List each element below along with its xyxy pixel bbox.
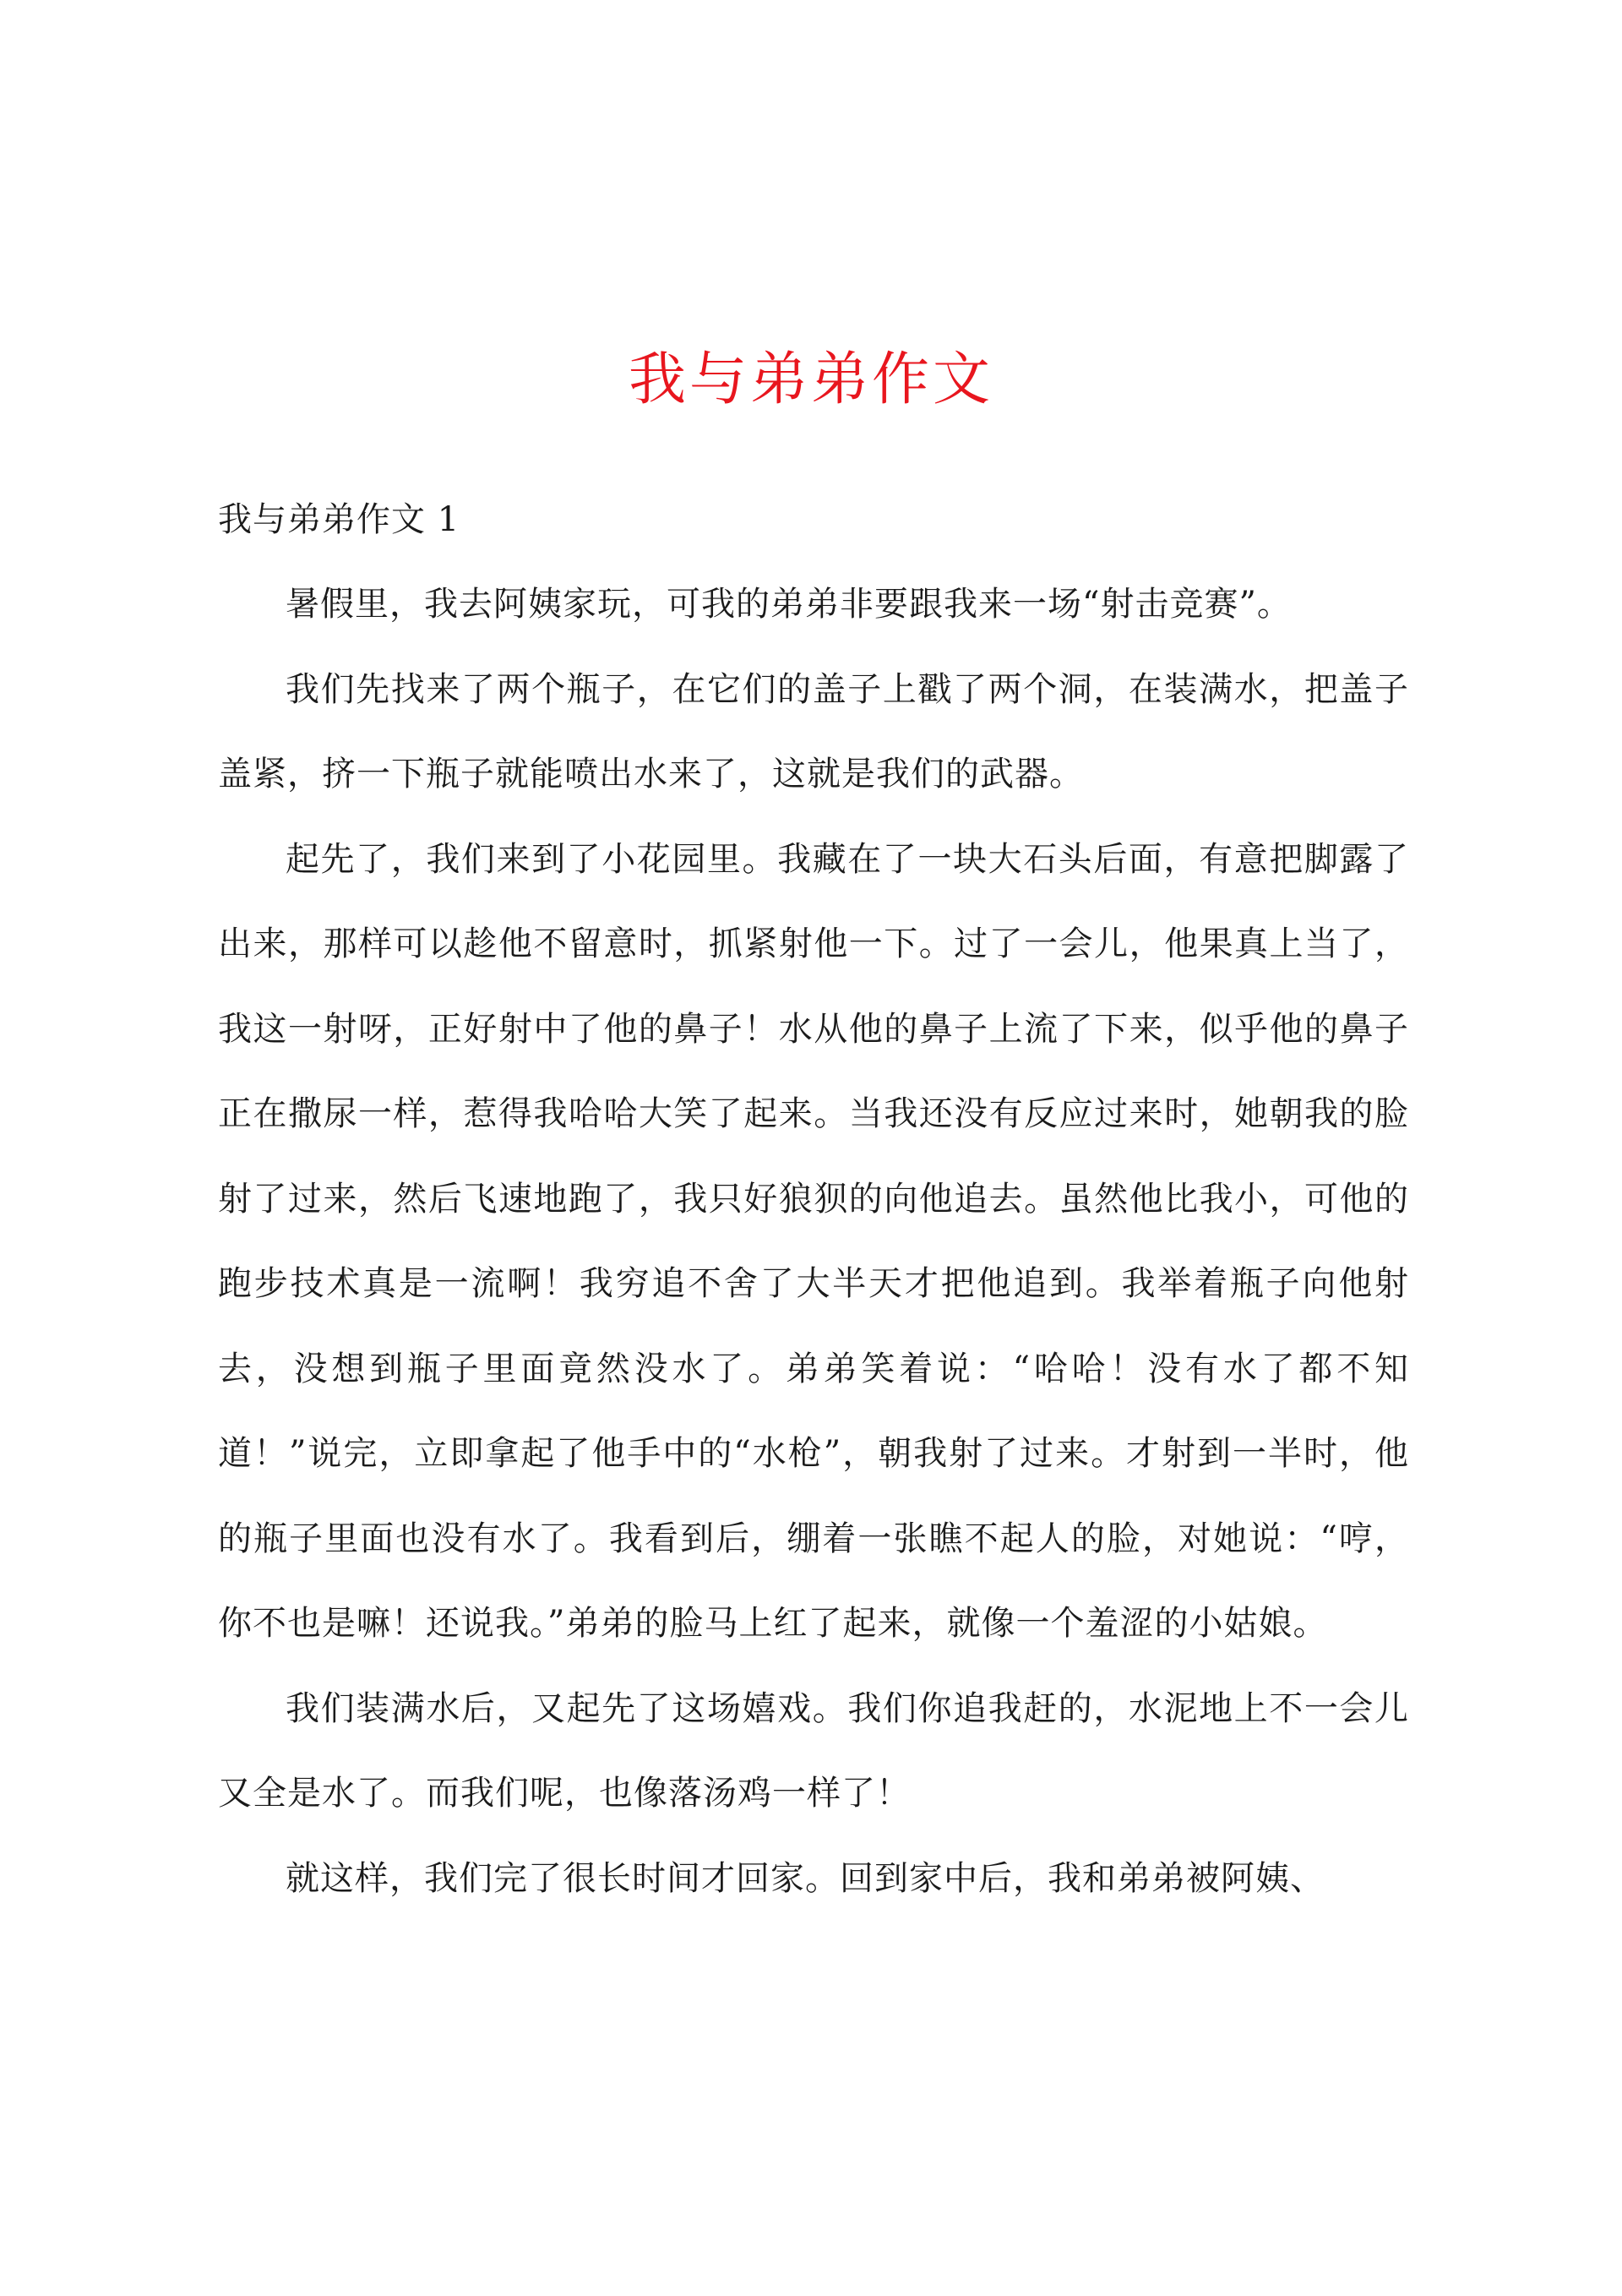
paragraph-3: 起先了，我们来到了小花园里。我藏在了一块大石头后面，有意把脚露了出来，那样可以趁他不留意时，抓紧射他一下。过了一会儿，他果真上当了，我这一射呀，正好射中了他的鼻子！水从他的鼻子上流了下来，似乎他的鼻子正在撒尿一样，惹得我哈哈大笑了起来。当我还没有反应过来时，她朝我的脸射了过来，然后飞速地跑了，我只好狼狈的向他追去。虽然他比我小，可他的跑步技术真是一流啊！我穷追不舍了大半天才把他追到。我举着瓶子向他射去，没想到瓶子里面竟然没水了。弟弟笑着说：“哈哈！没有水了都不知道！”说完，立即拿起了他手中的“水枪”，朝我射了过来。才射到一半时，他的瓶子里面也没有水了。我看到后，绷着一张瞧不起人的脸，对她说：“哼，你不也是嘛！还说我。”弟弟的脸马上红了起来，就像一个羞涩的小姑娘。	[218, 839, 1409, 1643]
section-heading: 我与弟弟作文 1	[218, 500, 460, 539]
document-title: 我与弟弟作文	[628, 346, 993, 413]
paragraph-2: 我们先找来了两个瓶子，在它们的盖子上戳了两个洞，在装满水，把盖子盖紧，挤一下瓶子就能喷出水来了，这就是我们的武器。	[218, 669, 1409, 794]
paragraph-5: 就这样，我们完了很长时间才回家。回到家中后，我和弟弟被阿姨、	[286, 1858, 1325, 1898]
document-body	[218, 477, 1409, 1921]
paragraph-4: 我们装满水后，又起先了这场嬉戏。我们你追我赶的，水泥地上不一会儿又全是水了。而我们呢，也像落汤鸡一样了！	[218, 1688, 1409, 1813]
paragraph-1: 暑假里，我去阿姨家玩，可我的弟弟非要跟我来一场“射击竞赛”。	[286, 585, 1292, 624]
